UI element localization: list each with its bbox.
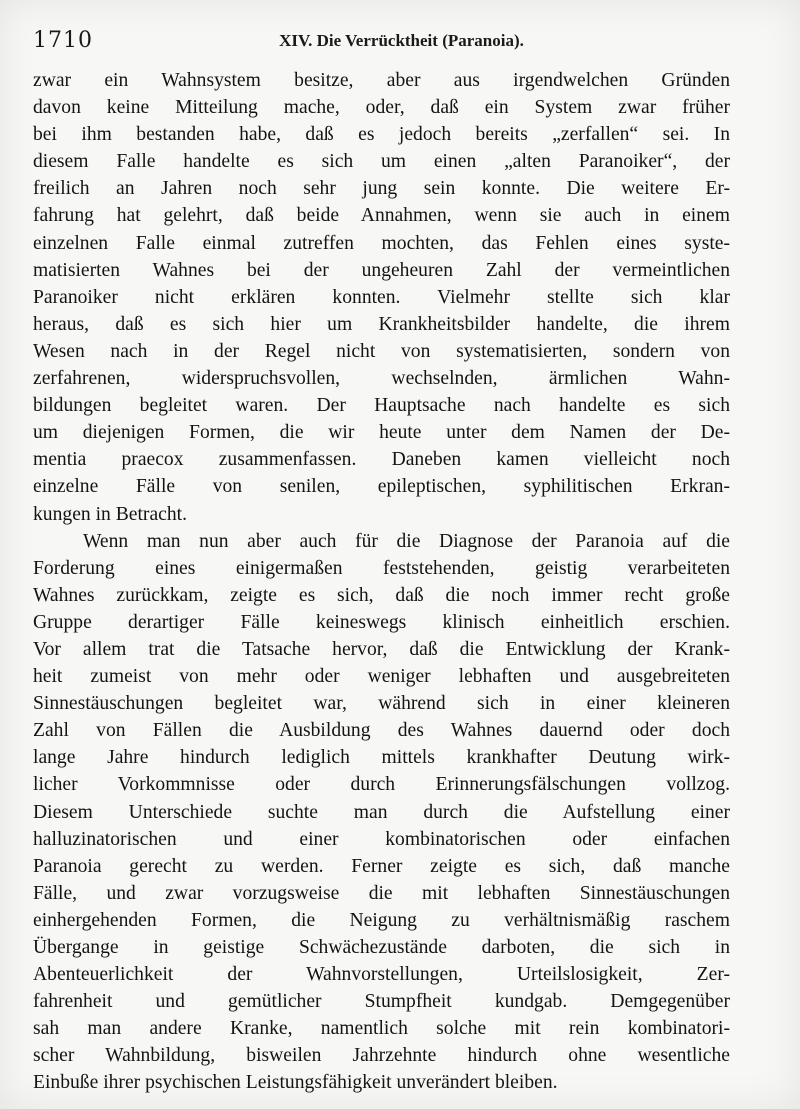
text-line: licher Vorkommnisse oder durch Erinnerungsfälschungen vollzog. — [33, 774, 730, 796]
text-line: Zahl von Fällen die Ausbildung des Wahnes dauernd oder doch — [33, 720, 730, 742]
text-line: Einbuße ihrer psychischen Leistungsfähigkeit unverändert bleiben. — [33, 1072, 558, 1094]
text-line: heraus, daß es sich hier um Krankheitsbilder handelte, die ihrem — [33, 313, 730, 335]
page-number: 1710 — [33, 28, 93, 53]
text-line: zerfahrenen, widerspruchsvollen, wechselnden, ärmlichen Wahn- — [33, 368, 730, 390]
text-line: einhergehenden Formen, die Neigung zu verhältnismäßig raschem — [33, 909, 730, 931]
text-line: einzelnen Falle einmal zutreffen mochten, das Fehlen eines syste- — [33, 232, 730, 254]
text-line: zwar ein Wahnsystem besitze, aber aus irgendwelchen Gründen — [33, 70, 730, 91]
text-line: um diejenigen Formen, die wir heute unter dem Namen der De- — [33, 422, 730, 444]
text-line: fahrenheit und gemütlicher Stumpfheit kundgab. Demgegenüber — [33, 991, 730, 1013]
text-line: lange Jahre hindurch lediglich mittels krankhafter Deutung wirk- — [33, 747, 730, 769]
text-line: Vor allem trat die Tatsache hervor, daß die Entwicklung der Krank- — [33, 638, 730, 660]
text-line: davon keine Mitteilung mache, oder, daß ein System zwar früher — [33, 97, 730, 119]
text-line: Wahnes zurückkam, zeigte es sich, daß die noch immer recht große — [33, 584, 730, 606]
running-title: XIV. Die Verrücktheit (Paranoia). — [279, 31, 524, 50]
text-line: diesem Falle handelte es sich um einen „alten Paranoiker“, der — [33, 151, 730, 173]
text-line: kungen in Betracht. — [33, 503, 187, 525]
text-line: einzelne Fälle von senilen, epileptischen, syphilitischen Erkran- — [33, 476, 730, 498]
text-line: Diesem Unterschiede suchte man durch die Aufstellung einer — [33, 801, 730, 823]
page-header — [33, 26, 730, 58]
text-line: Fälle, und zwar vorzugsweise die mit lebhaften Sinnestäuschungen — [33, 882, 730, 904]
text-line: mentia praecox zusammenfassen. Daneben kamen vielleicht noch — [33, 449, 730, 471]
text-line: scher Wahnbildung, bisweilen Jahrzehnte hindurch ohne wesentliche — [33, 1045, 730, 1067]
text-line: Paranoiker nicht erklären konnten. Vielmehr stellte sich klar — [33, 286, 730, 308]
text-line: bei ihm bestanden habe, daß es jedoch bereits „zerfallen“ sei. In — [33, 124, 730, 146]
text-line: Gruppe derartiger Fälle keineswegs klinisch einheitlich erschien. — [33, 611, 730, 633]
text-line: Paranoia gerecht zu werden. Ferner zeigte es sich, daß manche — [33, 855, 730, 877]
text-line: Übergange in geistige Schwächezustände darboten, die sich in — [33, 937, 730, 958]
body-text — [33, 67, 730, 1097]
text-line: freilich an Jahren noch sehr jung sein konnte. Die weitere Er- — [33, 178, 730, 200]
text-line: Wenn man nun aber auch für die Diagnose der Paranoia auf die — [83, 530, 730, 552]
text-line: fahrung hat gelehrt, daß beide Annahmen, wenn sie auch in einem — [33, 205, 730, 227]
text-line: Wesen nach in der Regel nicht von systematisierten, sondern von — [33, 340, 730, 362]
text-line: Sinnestäuschungen begleitet war, während sich in einer kleineren — [33, 693, 730, 715]
text-line: matisierten Wahnes bei der ungeheuren Zahl der vermeintlichen — [33, 259, 730, 281]
text-line: Forderung eines einigermaßen feststehenden, geistig verarbeiteten — [33, 557, 730, 579]
text-line: sah man andere Kranke, namentlich solche mit rein kombinatori- — [33, 1018, 730, 1040]
text-line: heit zumeist von mehr oder weniger lebhaften und ausgebreiteten — [33, 666, 730, 688]
text-line: halluzinatorischen und einer kombinatorischen oder einfachen — [33, 828, 730, 850]
text-line: bildungen begleitet waren. Der Hauptsache nach handelte es sich — [33, 395, 730, 417]
text-line: Abenteuerlichkeit der Wahnvorstellungen, Urteilslosigkeit, Zer- — [33, 964, 730, 986]
